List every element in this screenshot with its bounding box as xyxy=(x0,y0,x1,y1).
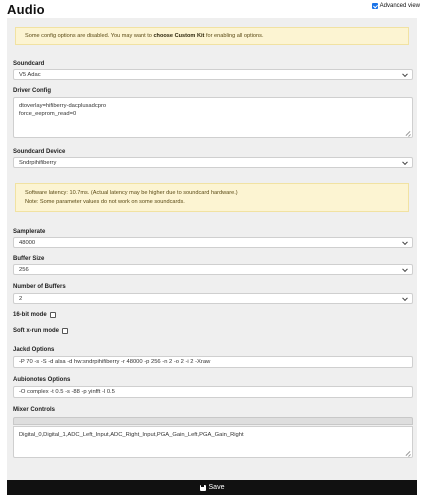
soundcard-device-select[interactable] xyxy=(13,157,413,168)
aubionotes-options-label: Aubionotes Options xyxy=(13,377,71,383)
soundcard-select[interactable] xyxy=(13,69,413,80)
choose-custom-kit-link[interactable]: choose Custom Kit xyxy=(153,33,205,39)
latency-note: Note: Some parameter values do not work on some soundcards. xyxy=(25,199,185,205)
number-of-buffers-value: 2 xyxy=(19,295,23,302)
chevron-down-icon xyxy=(402,71,408,77)
chevron-down-icon xyxy=(402,266,408,272)
latency-text: Software latency: 10.7ms. (Actual latency may be higher due to soundcard hardware.) xyxy=(25,190,238,196)
top-bar xyxy=(0,0,424,16)
save-button[interactable] xyxy=(7,480,417,495)
soundcard-value: V5 Adac xyxy=(19,71,41,78)
buffer-size-select[interactable] xyxy=(13,264,413,275)
advanced-view-toggle[interactable] xyxy=(372,3,420,9)
buffer-size-value: 256 xyxy=(19,266,29,273)
number-of-buffers-select[interactable] xyxy=(13,293,413,304)
samplerate-label: Samplerate xyxy=(13,229,46,235)
bit16-mode-checkbox[interactable] xyxy=(50,312,56,318)
disabled-options-alert xyxy=(15,27,409,45)
advanced-view-checkbox[interactable] xyxy=(372,3,378,9)
resize-grip-icon[interactable] xyxy=(406,451,411,456)
driver-config-textarea[interactable]: dtoverlay=hifiberry-dacplusadcpro force_eeprom_read=0 xyxy=(13,97,413,138)
samplerate-value: 48000 xyxy=(19,239,36,246)
aubionotes-options-input[interactable]: -O complex -t 0.5 -s -88 -p yinfft -l 0.5 xyxy=(13,386,413,398)
driver-config-label: Driver Config xyxy=(13,88,52,94)
save-button-label: Save xyxy=(208,484,225,491)
soft-xrun-mode-label: Soft x-run mode xyxy=(13,328,59,334)
samplerate-select[interactable] xyxy=(13,237,413,248)
soundcard-label: Soundcard xyxy=(13,61,45,67)
mixer-controls-toolbar[interactable] xyxy=(13,417,413,425)
chevron-down-icon xyxy=(402,159,408,165)
chevron-down-icon xyxy=(402,239,408,245)
resize-grip-icon[interactable] xyxy=(406,131,411,136)
jackd-options-input[interactable]: -P 70 -s -S -d alsa -d hw:sndrpihifiberry -r 48000 -p 256 -n 2 -o 2 -i 2 -Xraw xyxy=(13,356,413,368)
soft-xrun-mode-toggle[interactable] xyxy=(13,328,68,334)
mixer-controls-label: Mixer Controls xyxy=(13,407,56,413)
save-icon xyxy=(200,485,206,491)
bit16-mode-toggle[interactable] xyxy=(13,312,56,318)
page-title: Audio xyxy=(7,2,45,17)
alert-text: Some config options are disabled. You may want to xyxy=(25,33,154,39)
mixer-controls-textarea[interactable]: Digital_0,Digital_1,ADC_Left_Input,ADC_Right_Input,PGA_Gain_Left,PGA_Gain_Right xyxy=(13,426,413,458)
advanced-view-label: Advanced view xyxy=(379,3,420,9)
chevron-down-icon xyxy=(402,295,408,301)
audio-settings-panel xyxy=(7,18,417,480)
soundcard-device-label: Soundcard Device xyxy=(13,149,66,155)
bit16-mode-label: 16-bit mode xyxy=(13,312,47,318)
alert-text-suffix: for enabling all options. xyxy=(204,33,264,39)
number-of-buffers-label: Number of Buffers xyxy=(13,284,66,290)
soft-xrun-mode-checkbox[interactable] xyxy=(62,328,68,334)
latency-alert xyxy=(15,183,409,212)
buffer-size-label: Buffer Size xyxy=(13,256,45,262)
jackd-options-label: Jackd Options xyxy=(13,347,55,353)
soundcard-device-value: Sndrpihifiberry xyxy=(19,159,57,166)
